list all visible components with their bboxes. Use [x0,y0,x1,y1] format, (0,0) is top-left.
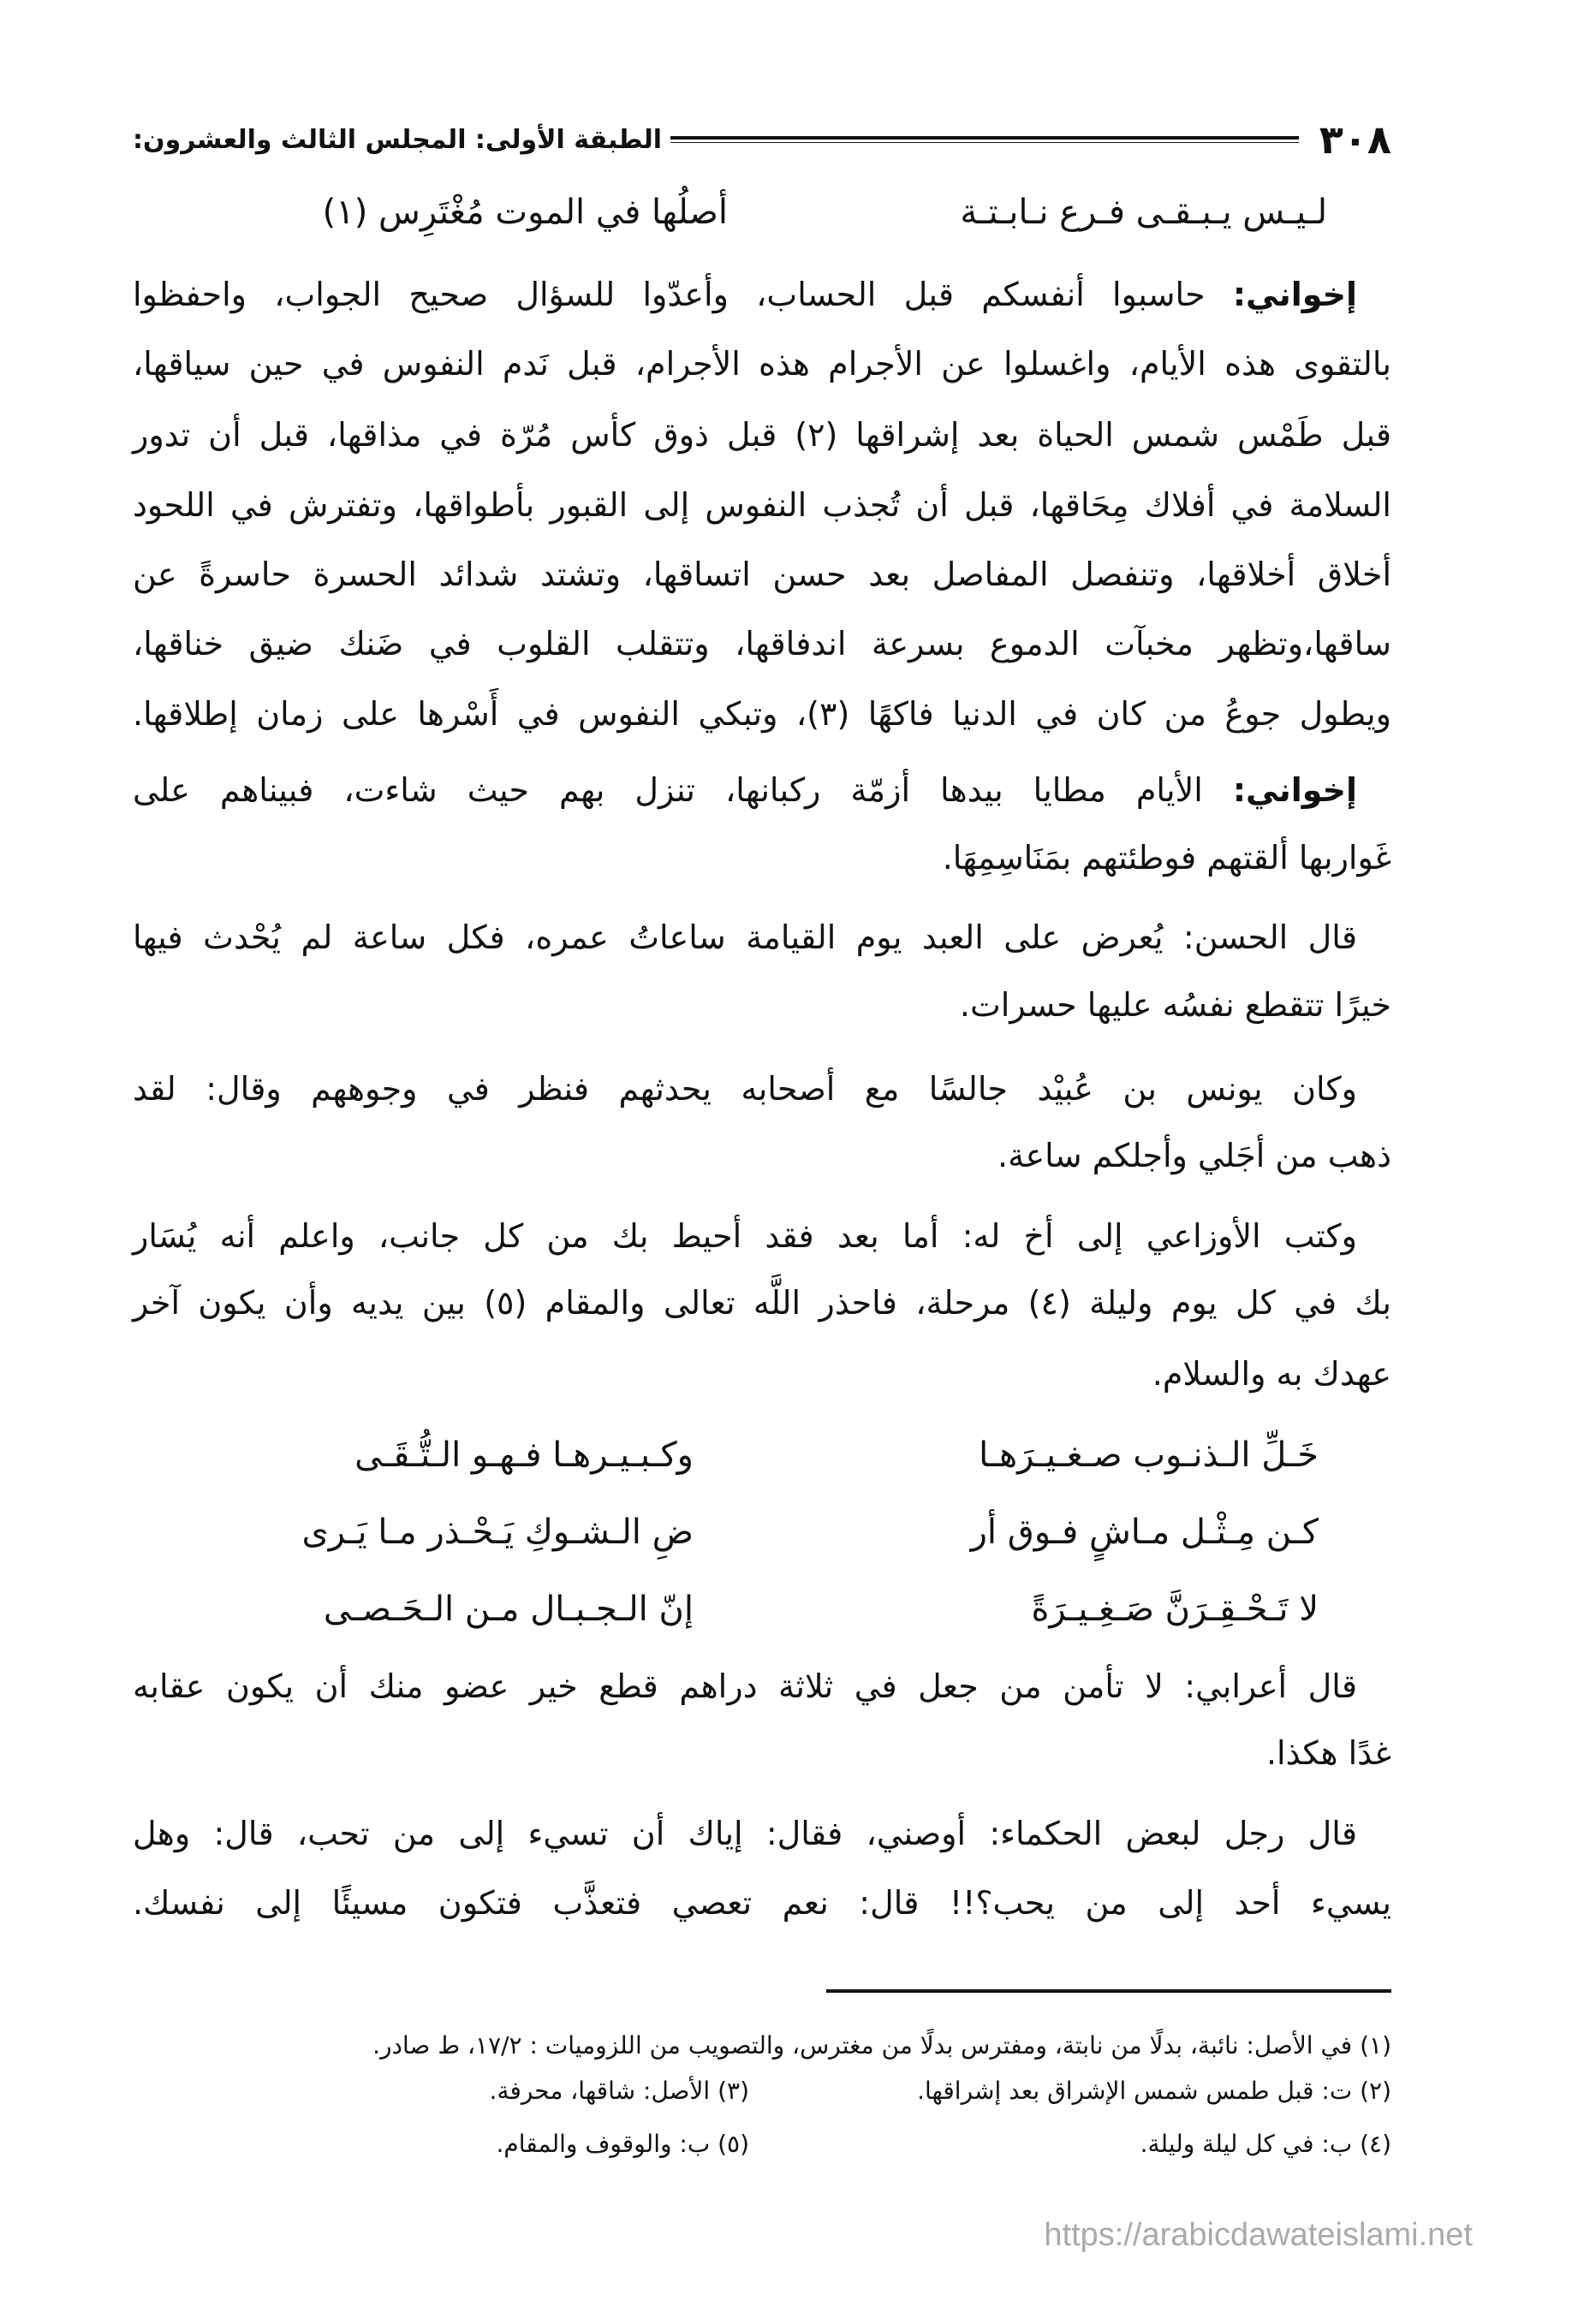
text-line: قبل طَمْس شمس الحياة بعد إشراقها (٢) قبل ذوق كأس مُرّة في مذاقها، قبل أن تدور [133,416,1392,454]
text-line: قال أعرابي: لا تأمن من جعل في ثلاثة دراهم قطع خير عضو منك أن يكون عقابه [133,1667,1357,1705]
text-line [133,269,1391,320]
text-line: قال الحسن: يُعرض على العبد يوم القيامة ساعاتُ عمره، فكل ساعة لم يُحْدث فيها [133,918,1357,956]
text-line: غَواربها ألقتهم فوطئتهم بمَنَاسِمِهَا. [942,839,1391,877]
header-rule [670,136,1299,143]
text-line: غدًا هكذا. [1265,1734,1391,1772]
lead-word: إخواني: [1232,276,1357,313]
text-line: أخلاق أخلاقها، وتنفصل المفاصل بعد حسن اتساقها، وتشتد شدائد الحسرة حاسرةً عن [133,556,1391,593]
text-line [133,764,1391,816]
lead-word: إخواني: [1232,771,1357,809]
page-number: ٣٠٨ [1319,116,1391,163]
footnote-4: (٤) ب: في كل ليلة وليلة. [1140,2130,1391,2158]
text-line: ساقها،وتظهر مخبآت الدموع بسرعة اندفاقها، وتتقلب القلوب في ضَنك ضيق خناقها، [133,625,1391,663]
watermark-url: https://arabicdawateislami.net [1044,2217,1473,2253]
text-line: وكتب الأوزاعي إلى أخ له: أما بعد فقد أحيط بك من كل جانب، واعلم أنه يُسَار [133,1217,1357,1255]
text-line: قال رجل لبعض الحكماء: أوصني، فقال: إياك أن تسيء إلى من تحب، قال: وهل [133,1815,1357,1852]
verse-hemistich-2: أصلُها في الموت مُغْتَرِس (١) [322,193,728,232]
line-text: الأيام مطايا بيدها أزمّة ركبانها، تنزل بهم حيث شاءت، فبيناهم على [133,771,1203,809]
poem-hemistich: ضِ الـشـوكِ يَـحْـذر مـا يَـرى [301,1513,694,1552]
footnote-rule [826,1989,1391,1993]
footnote-3: (٣) الأصل: شاقها، محرفة. [489,2077,749,2105]
running-header [133,118,1391,161]
header-title: الطبقة الأولى: المجلس الثالث والعشرون: [133,124,663,155]
text-line: عهدك به والسلام. [1152,1355,1391,1393]
footnote-2: (٢) ت: قبل طمس شمس الإشراق بعد إشراقها. [917,2077,1391,2105]
text-line: بالتقوى هذه الأيام، واغسلوا عن الأجرام هذه الأجرام، قبل نَدم النفوس في حين سياقها، [133,345,1391,383]
text-line: خيرًا تتقطع نفسُه عليها حسرات. [959,986,1391,1024]
poem-hemistich: خَـلِّ الـذنـوب صـغـيـرَهـا [979,1435,1319,1475]
text-line: وكان يونس بن عُبيْد جالسًا مع أصحابه يحدثهم فنظر في وجوههم وقال: لقد [133,1070,1357,1108]
line-text: حاسبوا أنفسكم قبل الحساب، وأعدّوا للسؤال صحيح الجواب، واحفظوا [133,276,1206,313]
footnote-1: (١) في الأصل: نائبة، بدلًا من نابتة، ومفترس بدلًا من مغترس، والتصويب من اللزوميات : ١٧/٢، ط صادر. [372,2031,1391,2060]
footnote-5: (٥) ب: والوقوف والمقام. [496,2130,749,2158]
text-line: السلامة في أفلاك مِحَاقها، قبل أن تُجذب النفوس إلى القبور بأطواقها، وتفترش في اللحود [133,486,1391,524]
text-line: ويطول جوعُ من كان في الدنيا فاكهًا (٣)، وتبكي النفوس في أَسْرها على زمان إطلاقها. [133,695,1391,733]
poem-hemistich: وكـبـيـرهـا فـهـو الـتُّـقَـى [354,1435,694,1475]
text-line: يسيء أحد إلى من يحب؟!! قال: نعم تعصي فتعذَّب فتكون مسيئًا إلى نفسك. [133,1884,1391,1922]
verse-hemistich-1: لـيـس يـبـقـى فـرع نـابـتـة [960,193,1327,232]
poem-hemistich: إنّ الـجـبـال مـن الـحَـصـى [323,1590,694,1629]
text-line: ذهب من أجَلي وأجلكم ساعة. [997,1137,1391,1174]
text-line: بك في كل يوم وليلة (٤) مرحلة، فاحذر اللَّه تعالى والمقام (٥) بين يديه وأن يكون آخر [133,1284,1391,1322]
poem-hemistich: لا تَـحْـقِـرَنَّ صَـغِـيـرَةً [1031,1590,1319,1629]
poem-hemistich: كـن مِـثْـل مـاشٍ فـوق أر [970,1513,1319,1552]
